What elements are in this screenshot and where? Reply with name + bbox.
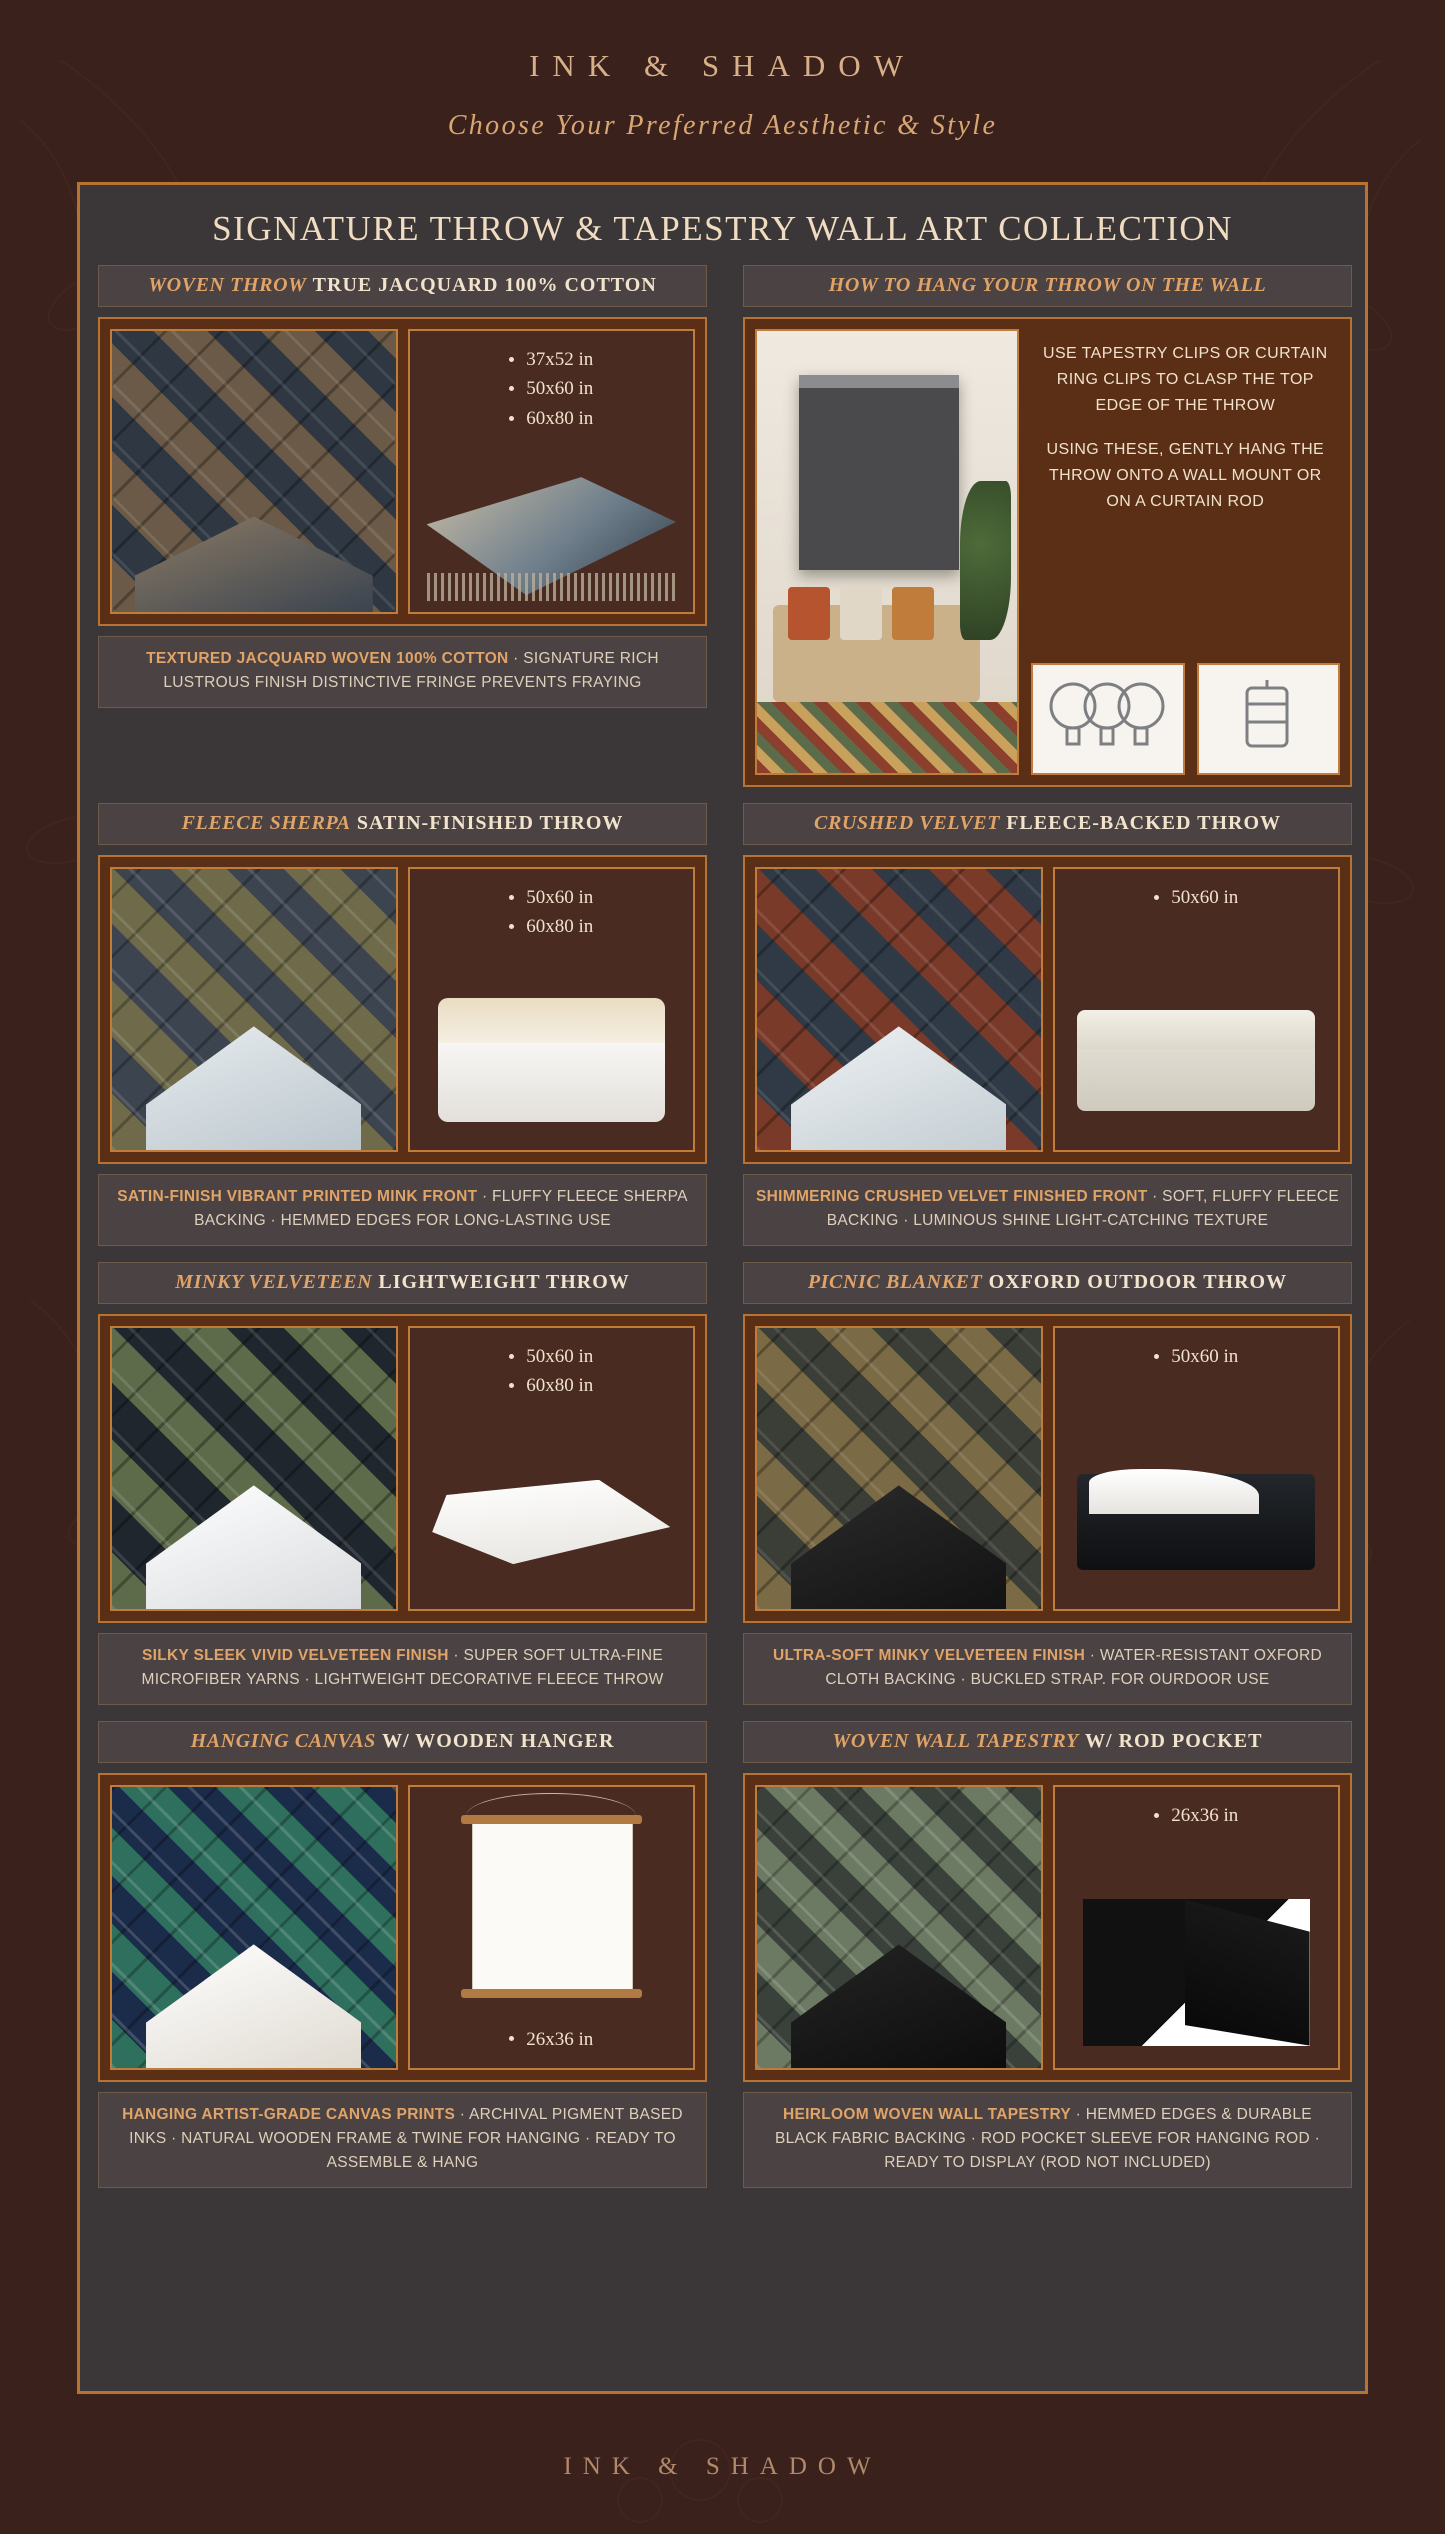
section-header-italic: WOVEN THROW [148, 274, 307, 296]
caption-lead: ULTRA-SOFT MINKY VELVETEEN FINISH [772, 1647, 1086, 1665]
caption-lead: TEXTURED JACQUARD WOVEN 100% COTTON [146, 650, 509, 667]
brand-title-bottom: INK & SHADOW [563, 2453, 882, 2480]
howto-instructions [1031, 329, 1340, 775]
section-header [743, 803, 1352, 845]
brand-tagline: Choose Your Preferred Aesthetic & Style [447, 110, 998, 141]
caption-rest: · SIGNATURE RICH LUSTROUS FINISH DISTINCTIVE FRINGE PREVENTS FRAYING [163, 650, 659, 692]
section-crushed-velvet [725, 797, 1370, 1256]
howto-paragraph: USE TAPESTRY CLIPS OR CURTAIN RING CLIPS TO CLASP THE TOP EDGE OF THE THROW [1043, 345, 1328, 414]
product-size-panel [1053, 1785, 1341, 2070]
caption-rest: · SUPER SOFT ULTRA-FINE MICROFIBER YARNS · LIGHTWEIGHT DECORATIVE FLEECE THROW [141, 1647, 664, 1689]
section-header-italic: CRUSHED VELVET [814, 812, 1001, 834]
size-option: 60x80 in [526, 916, 594, 938]
product-caption [743, 1174, 1352, 1246]
product-media [743, 1314, 1352, 1623]
section-woven-wall-tapestry [725, 1715, 1370, 2198]
size-list [1055, 1801, 1339, 1830]
size-list [410, 883, 694, 942]
caption-rest: · SOFT, FLUFFY FLEECE BACKING · LUMINOUS SHINE LIGHT-CATCHING TEXTURE [826, 1188, 1339, 1230]
product-swatch-image [755, 1326, 1043, 1611]
product-media [743, 1773, 1352, 2082]
size-option: 26x36 in [526, 2028, 594, 2050]
section-header [98, 1262, 707, 1304]
section-header-italic: HANGING CANVAS [190, 1730, 376, 1753]
caption-lead: SILKY SLEEK VIVID VELVETEEN FINISH [142, 1647, 449, 1665]
product-size-panel [1053, 1326, 1341, 1611]
product-media [98, 855, 707, 1164]
size-list [410, 345, 694, 433]
tapestry-clip-icon [1197, 663, 1340, 775]
section-fleece-sherpa [80, 797, 725, 1256]
product-size-panel [408, 867, 696, 1152]
size-option: 60x80 in [526, 407, 594, 429]
product-swatch-image [110, 867, 398, 1152]
page-title: SIGNATURE THROW & TAPESTRY WALL ART COLLECTION [212, 209, 1233, 248]
size-option: 50x60 in [526, 1346, 594, 1368]
product-media [98, 317, 707, 626]
size-list [410, 1342, 694, 1401]
caption-lead: SHIMMERING CRUSHED VELVET FINISHED FRONT [756, 1188, 1148, 1205]
section-hanging-canvas [80, 1715, 725, 2198]
product-swatch-image [110, 329, 398, 614]
size-option: 50x60 in [1171, 1346, 1239, 1368]
howto-media [743, 317, 1352, 787]
product-caption [98, 636, 707, 708]
section-header [98, 265, 707, 307]
section-how-to-hang [725, 259, 1370, 797]
section-header-rest: FLEECE-BACKED THROW [1006, 812, 1281, 834]
section-header [98, 1721, 707, 1763]
curtain-ring-clips-icon [1031, 663, 1185, 775]
product-swatch-image [755, 867, 1043, 1152]
product-caption [98, 1633, 707, 1705]
caption-rest: · FLUFFY FLEECE SHERPA BACKING · HEMMED EDGES FOR LONG-LASTING USE [194, 1188, 688, 1230]
caption-rest: · HEMMED EDGES & DURABLE BLACK FABRIC BACKING · ROD POCKET SLEEVE FOR HANGING ROD · READY TO DISPLAY (ROD NOT INCLUDED) [774, 2106, 1321, 2172]
section-header [743, 265, 1352, 307]
section-header-rest: W/ ROD POCKET [1084, 1730, 1263, 1753]
product-swatch-image [755, 1785, 1043, 2070]
caption-rest: · WATER-RESISTANT OXFORD CLOTH BACKING · BUCKLED STRAP. FOR OURDOOR USE [825, 1647, 1322, 1689]
section-header-rest: SATIN-FINISHED THROW [356, 812, 624, 834]
product-size-panel [408, 1326, 696, 1611]
size-option: 50x60 in [526, 887, 594, 908]
size-list [410, 2025, 694, 2054]
size-option: 37x52 in [526, 349, 594, 370]
size-list [1055, 883, 1339, 912]
section-header-rest: W/ WOODEN HANGER [382, 1730, 615, 1753]
collection-panel [77, 182, 1368, 2394]
size-option: 60x80 in [526, 1375, 594, 1397]
size-option: 26x36 in [1171, 1805, 1239, 1827]
brand-title-top: INK & SHADOW [529, 48, 916, 83]
caption-rest: · ARCHIVAL PIGMENT BASED INKS · NATURAL WOODEN FRAME & TWINE FOR HANGING · READY TO ASSEMBLE & HANG [129, 2106, 683, 2172]
section-header-italic: PICNIC BLANKET [807, 1271, 983, 1294]
section-header-italic: FLEECE SHERPA [181, 812, 351, 834]
product-caption [98, 1174, 707, 1246]
howto-text [1031, 329, 1340, 532]
section-header-rest: OXFORD OUTDOOR THROW [988, 1271, 1288, 1294]
product-caption [98, 2092, 707, 2188]
product-swatch-image [110, 1785, 398, 2070]
section-header-rest: TRUE JACQUARD 100% COTTON [312, 274, 657, 296]
caption-lead: HEIRLOOM WOVEN WALL TAPESTRY [783, 2106, 1072, 2124]
product-media [98, 1773, 707, 2082]
product-size-panel [408, 329, 696, 614]
caption-lead: SATIN-FINISH VIBRANT PRINTED MINK FRONT [117, 1188, 478, 1205]
room-scene-image [755, 329, 1019, 775]
section-header [98, 803, 707, 845]
section-woven-throw [80, 259, 725, 797]
howto-paragraph: USING THESE, GENTLY HANG THE THROW ONTO A WALL MOUNT OR ON A CURTAIN ROD [1046, 440, 1325, 510]
product-caption [743, 2092, 1352, 2188]
section-header-rest: LIGHTWEIGHT THROW [378, 1271, 630, 1294]
section-header-italic: HOW TO HANG YOUR THROW ON THE WALL [828, 274, 1267, 296]
caption-lead: HANGING ARTIST-GRADE CANVAS PRINTS [122, 2106, 456, 2124]
section-header [743, 1721, 1352, 1763]
size-list [1055, 1342, 1339, 1371]
product-caption [743, 1633, 1352, 1705]
section-header-italic: WOVEN WALL TAPESTRY [832, 1730, 1079, 1753]
size-option: 50x60 in [526, 378, 594, 400]
product-size-panel [408, 1785, 696, 2070]
product-grid [80, 259, 1365, 2198]
product-media [98, 1314, 707, 1623]
section-picnic-blanket [725, 1256, 1370, 1715]
size-option: 50x60 in [1171, 887, 1239, 908]
section-header [743, 1262, 1352, 1304]
product-swatch-image [110, 1326, 398, 1611]
product-size-panel [1053, 867, 1341, 1152]
product-media [743, 855, 1352, 1164]
section-header-italic: MINKY VELVETEEN [175, 1271, 373, 1294]
section-minky-velveteen [80, 1256, 725, 1715]
howto-icon-row [1031, 663, 1340, 775]
